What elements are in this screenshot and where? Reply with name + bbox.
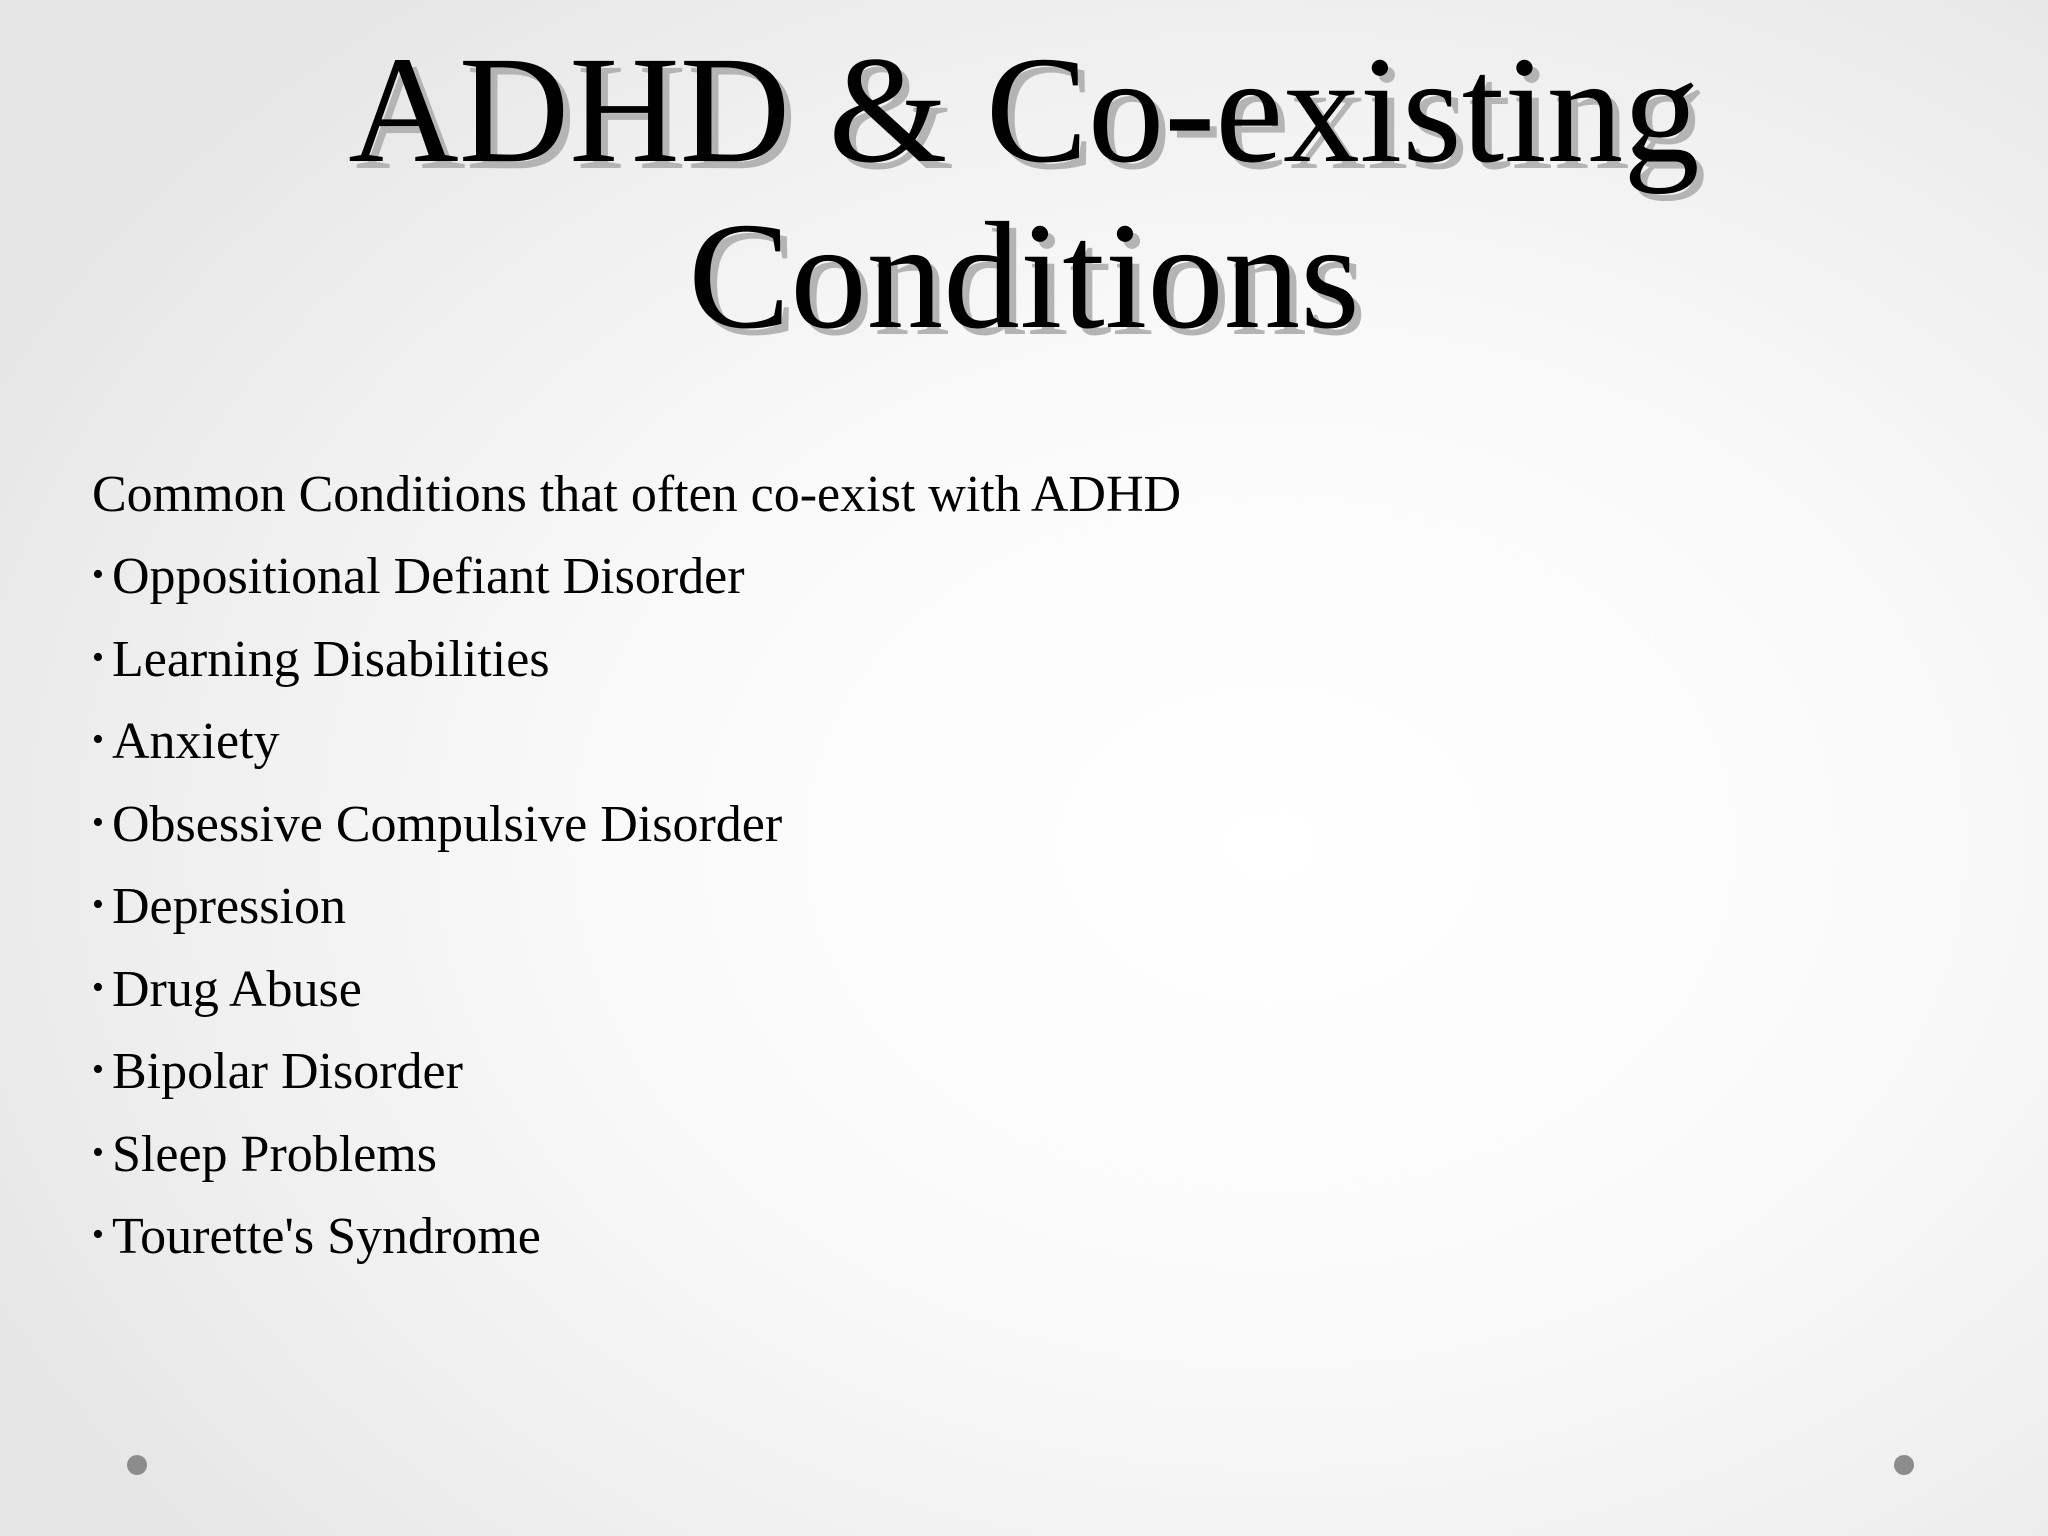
list-item-label: Learning Disabilities — [112, 630, 550, 688]
bullet-icon: • — [92, 803, 104, 841]
slide-body — [92, 454, 1942, 1279]
list-item — [92, 1114, 1942, 1197]
list-item — [92, 619, 1942, 702]
list-item-label: Oppositional Defiant Disorder — [112, 548, 745, 605]
list-item — [92, 949, 1942, 1032]
bullet-icon: • — [92, 638, 104, 676]
list-item-label: Drug Abuse — [112, 960, 362, 1018]
bullet-icon: • — [92, 1133, 104, 1171]
slide-title-line-1: ADHD & Co-existing — [348, 26, 1700, 195]
slide-title-line-2: Conditions — [688, 192, 1360, 361]
bullet-icon: • — [92, 1051, 104, 1088]
decorative-dot-icon-left — [127, 1455, 147, 1475]
list-item — [92, 1196, 1942, 1279]
slide-title — [0, 28, 2048, 360]
bullet-icon: • — [92, 721, 104, 758]
decorative-dot-icon-right — [1894, 1455, 1914, 1475]
list-item — [92, 866, 1942, 949]
bullet-icon: • — [92, 1216, 104, 1253]
conditions-list — [92, 536, 1942, 1279]
bullet-icon: • — [92, 556, 104, 593]
bullet-icon: • — [92, 886, 104, 923]
intro-text: Common Conditions that often co-exist with ADHD — [92, 466, 1182, 523]
list-item-label: Bipolar Disorder — [112, 1043, 463, 1100]
list-item-label: Sleep Problems — [112, 1125, 437, 1183]
list-item-label: Anxiety — [112, 713, 280, 770]
list-item-label: Obsessive Compulsive Disorder — [112, 795, 783, 853]
list-item — [92, 536, 1942, 619]
list-item — [92, 784, 1942, 867]
list-item-label: Depression — [112, 878, 346, 935]
bullet-icon: • — [92, 968, 104, 1006]
list-item — [92, 1031, 1942, 1114]
list-item-label: Tourette's Syndrome — [112, 1208, 541, 1265]
list-item — [92, 701, 1942, 784]
